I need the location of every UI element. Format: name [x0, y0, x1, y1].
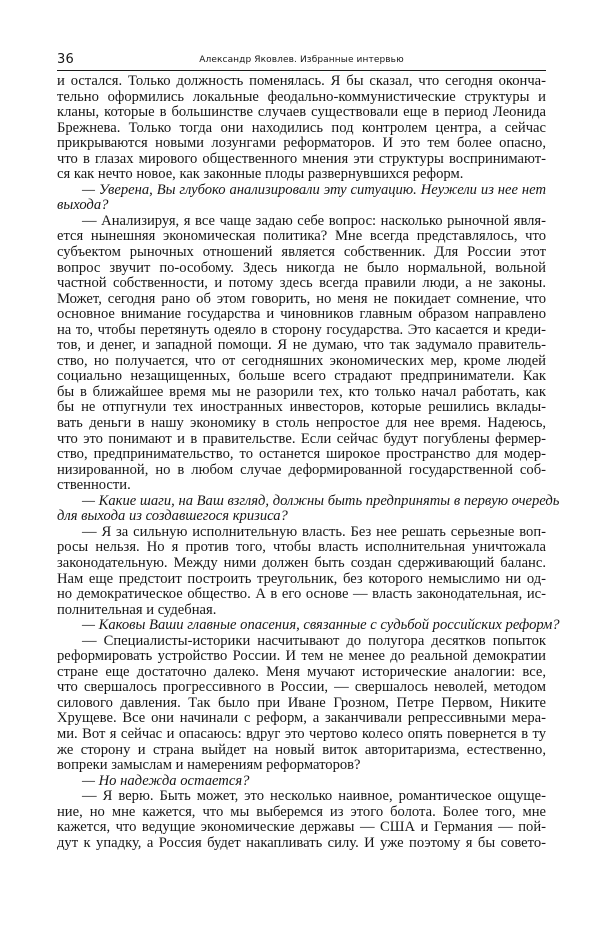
text-line: Может, сегодня рано об этом говорить, но меня не покидает сомнение, что — [57, 290, 546, 307]
text-line: Хрущеве. Все они начинали с реформ, а заканчивали репрессивными мера- — [57, 710, 546, 727]
page-number: 36 — [57, 52, 74, 67]
text-line: тельно оформились локальные феодально-коммунистические структуры и — [57, 88, 546, 105]
text-line: — Анализируя, я все чаще задаю себе вопрос: насколько рыночной явля- — [82, 212, 546, 229]
interviewer-question-line: выхода? — [57, 197, 109, 214]
text-line: дут к упадку, а Россия будет накапливать силу. И уже поэтому я бы совето- — [57, 834, 546, 851]
text-line: вать деньги в нашу экономику в столь непростое для нее время. Надеюсь, — [57, 415, 546, 432]
text-line: ся как нечто новое, как законные плоды развернувшихся реформ. — [57, 166, 464, 183]
text-line: кажется, что ведущие экономические державы — США и Германия — пой- — [57, 819, 546, 836]
text-line: ственности. — [57, 477, 131, 494]
text-line: основное внимание государства и чиновников главным образом направлено — [57, 306, 546, 323]
text-line: низированной, но в любом случае деформированной государственной соб- — [57, 461, 546, 478]
text-line: субъектом рыночных отношений является собственник. Для России этот — [57, 244, 546, 261]
text-line: ется нынешняя экономическая политика? Мне всегда представлялось, что — [57, 228, 546, 245]
text-line: социально незащищенных, больше всего страдают предприниматели. Как — [57, 368, 546, 385]
text-line: вопрос звучит по-особому. Здесь никогда не было нормальной, вольной — [57, 259, 546, 276]
book-page — [57, 50, 560, 851]
interviewer-question-line: — Но надежда остается? — [82, 772, 250, 789]
text-line: прикрываются новыми лозунгами реформаторов. И это тем более опасно, — [57, 135, 546, 152]
text-line: полнительная и судебная. — [57, 601, 217, 618]
interviewer-question-line: для выхода из создавшегося кризиса? — [57, 508, 288, 525]
text-line: что свершалось прогрессивного в России, — свершалось неволей, методом — [57, 679, 546, 696]
text-line: ми. Вот я сейчас и опасаюсь: вдруг это чертово колесо опять повернется в ту — [57, 725, 546, 742]
text-line: кланы, которые в большинстве случаев существовали еще в период Леонида — [57, 104, 546, 121]
text-line: тов, и денег, и западной помощи. Я не думаю, что так задумало правитель- — [57, 337, 546, 354]
text-line: и остался. Только должность поменялась. Я бы сказал, что сегодня оконча- — [57, 73, 546, 89]
text-line: законодательную. Между ними должен быть создан сдерживающий баланс. — [57, 554, 546, 571]
text-line: — Специалисты-историки насчитывают до полугора десятков попыток — [82, 632, 546, 649]
interviewer-question-line: — Каковы Ваши главные опасения, связанные с судьбой российских реформ? — [82, 617, 560, 634]
body-text — [57, 73, 560, 851]
text-line: Брежнева. Только тогда они находились под контролем центра, а сейчас — [57, 119, 546, 136]
interviewer-question-line: — Какие шаги, на Ваш взгляд, должны быть предприняты в первую очередь — [82, 492, 560, 509]
text-line: — Я за сильную исполнительную власть. Без нее решать серьезные воп- — [82, 523, 546, 540]
text-line: силового давления. Так было при Иване Грозном, Петре Первом, Никите — [57, 694, 546, 711]
text-line: бы не отпугнули тех иностранных инвесторов, которые решились вклады- — [57, 399, 546, 416]
text-line: бы в ближайшее время мы не разорили тех, кто только начал работать, как — [57, 383, 546, 400]
running-title: Александр Яковлев. Избранные интервью — [199, 55, 404, 65]
text-line: на то, чтобы перетянуть одеяло в сторону государства. Это касается и креди- — [57, 321, 546, 338]
text-line: но демократическое общество. А в его основе — власть законодательная, ис- — [57, 586, 546, 603]
text-line: реформировать устройство России. И тем не менее до реальной демократии — [57, 648, 546, 665]
text-line: что в глазах мирового общественного мнения эти структуры воспринимают- — [57, 150, 546, 167]
interviewer-question-line: — Уверена, Вы глубоко анализировали эту ситуацию. Неужели из нее нет — [82, 181, 546, 198]
text-line: ние, но мне кажется, что мы выберемся из этого болота. Более того, мне — [57, 803, 546, 820]
text-line: стране еще достаточно далеко. Меня мучают исторические аналогии: все, — [57, 663, 546, 680]
text-line: что это понимают и в правительстве. Если сейчас будут погублены фермер- — [57, 430, 546, 447]
text-line: же сторону и страна выйдет на новый виток авторитаризма, естественно, — [57, 741, 546, 758]
text-line: Нам еще предстоит построить треугольник, без которого немыслимо ни од- — [57, 570, 546, 587]
text-line: — Я верю. Быть может, это несколько наивное, романтическое ощуще- — [82, 788, 546, 805]
text-line: росы нельзя. Но я против того, чтобы власть исполнительная уничтожала — [57, 539, 546, 556]
text-line: ство, но получается, что от сегодняшних экономических мер, кроме людей — [57, 352, 546, 369]
text-line: частной собственности, и потому здесь всегда правили люди, а не законы. — [57, 275, 546, 292]
running-header — [57, 50, 546, 71]
text-line: ство, предпринимательство, то останется широкое пространство для модер- — [57, 446, 546, 463]
text-line: вопреки замыслам и намерениям реформаторов? — [57, 757, 361, 774]
